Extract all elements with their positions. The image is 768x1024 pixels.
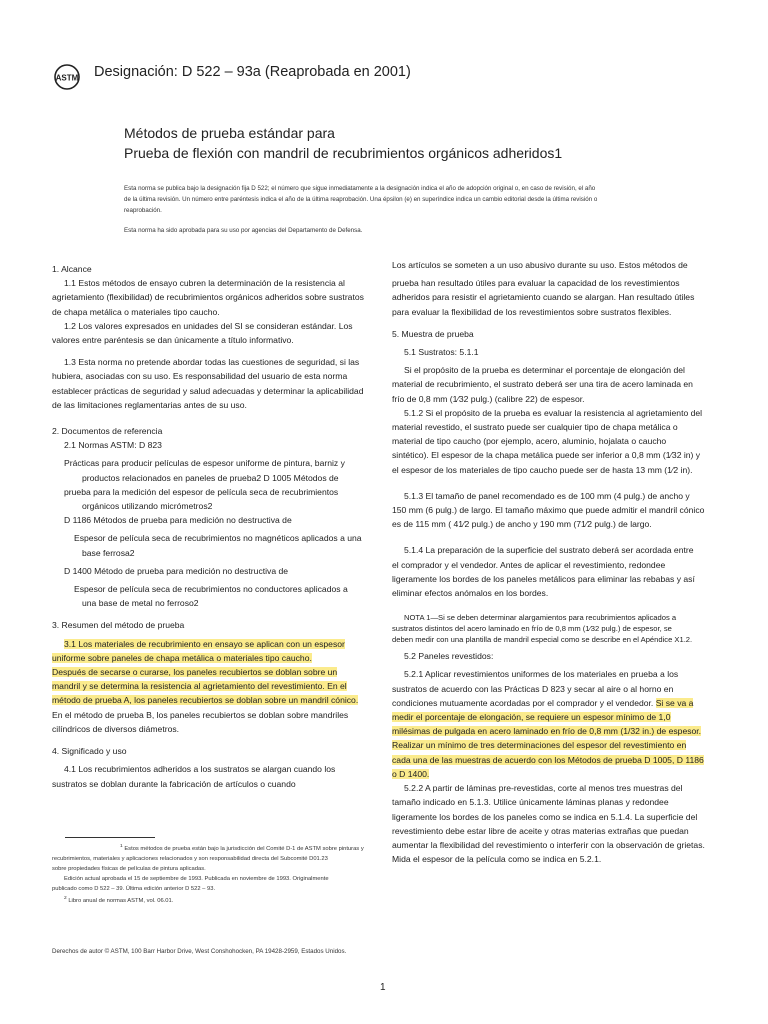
right-column xyxy=(392,258,722,866)
reference-line: D 1400 Método de prueba para medición no destructiva de xyxy=(64,565,289,576)
paragraph-line: hubiera, asociadas con su uso. Es responsabilidad del usuario de esta norma xyxy=(52,371,348,382)
highlighted-text: Después de secarse o curarse, los paneles recubiertos se doblan sobre un xyxy=(52,667,338,678)
footnote-line: sobre propiedades físicas de películas de pintura aplicadas. xyxy=(52,865,206,872)
paragraph-line: material revestido, el sustrato puede ser cualquier tipo de chapa metálica o xyxy=(392,422,678,433)
footnote-line: Estos métodos de prueba están bajo la jurisdicción del Comité D-1 de ASTM sobre pinturas y xyxy=(124,845,364,852)
reference-line: prueba para la medición del espesor de película seca de recubrimientos xyxy=(64,486,339,497)
paragraph-line: 1.2 Los valores expresados en unidades del SI se consideran estándar. Los xyxy=(64,320,353,331)
designation: Designación: D 522 – 93a (Reaprobada en 2001) xyxy=(94,64,411,80)
footnote-line: publicado como D 522 – 39. Última edición anterior D 522 – 93. xyxy=(52,885,216,892)
astm-logo xyxy=(53,62,81,92)
paragraph-line: valores entre paréntesis se dan únicamente a título informativo. xyxy=(52,335,294,346)
paragraph-line: es de 115 mm ( 41⁄2 pulg.) de ancho y 190 mm (71⁄2 pulg.) de largo. xyxy=(392,519,652,530)
paragraph-line: ligeramente los bordes de los paneles metálicos para eliminar las rebabas y así xyxy=(392,573,695,584)
paragraph-line: sustratos de acuerdo con las Prácticas D 823 y secar al aire o al horno en xyxy=(392,683,674,694)
paragraph-line: 1.3 Esta norma no pretende abordar todas las cuestiones de seguridad, si las xyxy=(64,357,360,368)
paragraph-line: revestimiento debe estar libre de aceite y otras materias extrañas que puedan xyxy=(392,825,689,836)
footnotes xyxy=(52,842,382,906)
paragraph-line: 5.1 Sustratos: 5.1.1 xyxy=(404,347,479,358)
reference-line: una base de metal no ferroso2 xyxy=(82,598,199,609)
paragraph-line: condiciones mutuamente acordadas por el comprador y el vendedor. xyxy=(392,697,656,708)
paragraph-line: 5.2.1 Aplicar revestimientos uniformes de los materiales en prueba a los xyxy=(404,669,679,680)
footnote-line: Libro anual de normas ASTM, vol. 06.01. xyxy=(68,897,174,904)
paragraph-line: tamaño indicado en 5.1.3. Utilice únicamente láminas planas y redondee xyxy=(392,797,669,808)
paragraph-line: material de recubrimiento, el sustrato deberá ser una tira de acero laminada en xyxy=(392,379,693,390)
section-heading: 2. Documentos de referencia xyxy=(52,426,163,437)
paragraph-line: frío de 0,8 mm (1⁄32 pulg.) (calibre 22) de espesor. xyxy=(392,393,585,404)
paragraph-line: material de tipo caucho (por ejemplo, acero, aluminio, hojalata o caucho xyxy=(392,436,667,447)
section-heading: 5. Muestra de prueba xyxy=(392,328,474,339)
reference-line: Espesor de película seca de recubrimientos no magnéticos aplicados a una xyxy=(74,533,362,544)
highlighted-text: Si se va a xyxy=(655,697,694,708)
paragraph-line: 5.1.2 Si el propósito de la prueba es evaluar la resistencia al agrietamiento del xyxy=(404,407,703,418)
highlighted-text: o D 1400. xyxy=(392,768,430,779)
note-line: NOTA 1—Si se deben determinar alargamientos para recubrimientos aplicados a xyxy=(404,613,677,623)
highlighted-text: mandril y se determina la resistencia al agrietamiento del revestimiento. En el xyxy=(52,681,347,692)
note-line: sustratos distintos del acero laminado en frío de 0,8 mm (1⁄32 pulg.) de espesor, se xyxy=(392,624,672,634)
footnote-marker: 1 xyxy=(120,844,123,849)
approval-note: Esta norma ha sido aprobada para su uso por agencias del Departamento de Defensa. xyxy=(124,227,363,234)
paragraph-line: 5.1.3 El tamaño de panel recomendado es de 100 mm (4 pulg.) de ancho y xyxy=(404,490,690,501)
title-line-1: Métodos de prueba estándar para xyxy=(124,125,335,141)
highlighted-text: Realizar un mínimo de tres determinaciones del espesor del revestimiento en xyxy=(392,740,687,751)
paragraph-line: eliminar efectos anómalos en los bordes. xyxy=(392,588,549,599)
reference-line: orgánicos utilizando micrómetros2 xyxy=(82,501,213,512)
footnote-marker: 2 xyxy=(64,895,67,901)
highlighted-text: medir el porcentaje de elongación, se requiere un espesor mínimo de 1,0 xyxy=(392,712,671,723)
paragraph-line: prueba han resultado útiles para evaluar la capacidad de los revestimientos xyxy=(392,278,680,289)
section-heading: 4. Significado y uso xyxy=(52,746,127,757)
note-1 xyxy=(392,612,722,645)
paragraph-line: aumentar la flexibilidad del revestimiento o interferir con la observación de grietas. xyxy=(392,839,705,850)
paragraph-line: agrietamiento (flexibilidad) de recubrimientos orgánicos adheridos sobre sustratos xyxy=(52,292,364,303)
footnote-line: Edición actual aprobada el 15 de septiembre de 1993. Publicada en noviembre de 1993. Originalmente xyxy=(64,875,329,882)
highlighted-text: cada una de las muestras de acuerdo con los Métodos de prueba D 1005, D 1186 xyxy=(392,754,704,765)
highlighted-text: milésimas de pulgada en acero laminado en frío de 0,8 mm (1/32 in.) de espesor. xyxy=(392,726,702,737)
reference-line: Prácticas para producir películas de espesor uniforme de pintura, barniz y xyxy=(64,458,345,469)
reference-line: D 1186 Métodos de prueba para medición no destructiva de xyxy=(64,515,292,526)
paragraph-line: de chapa metálica o materiales tipo caucho. xyxy=(52,306,220,317)
highlighted-text: uniforme sobre paneles de chapa metálica o materiales tipo caucho. xyxy=(52,652,312,663)
title-line-2: Prueba de flexión con mandril de recubrimientos orgánicos adheridos1 xyxy=(124,145,563,161)
paragraph-line: 1.1 Estos métodos de ensayo cubren la determinación de la resistencia al xyxy=(64,278,345,289)
section-heading: 3. Resumen del método de prueba xyxy=(52,620,185,631)
paragraph-line: adheridos para resistir el agrietamiento cuando se alargan. Han resultado útiles xyxy=(392,292,695,303)
paragraph-line: ligeramente los bordes de los paneles como se indica en 5.1.4. La superficie del xyxy=(392,811,698,822)
paragraph-line: Los artículos se someten a un uso abusivo durante su uso. Estos métodos de xyxy=(392,260,688,270)
note-line: deben medir con una plantilla de mandril especial como se describe en el Apéndice X1.2. xyxy=(392,635,693,645)
footnote-line: recubrimientos, materiales y aplicaciones relacionados y son responsabilidad directa del Subcomité D01.23 xyxy=(52,855,328,862)
paragraph-line: Mida el espesor de la película como se indica en 5.2.1. xyxy=(392,854,602,865)
paragraph-line: 5.2.2 A partir de láminas pre-revestidas, corte al menos tres muestras del xyxy=(404,783,683,794)
paragraph-line: En el método de prueba B, los paneles recubiertos se doblan sobre mandriles xyxy=(52,709,349,720)
section-heading: 1. Alcance xyxy=(52,264,92,274)
paragraph-line: 4.1 Los recubrimientos adheridos a los sustratos se alargan cuando los xyxy=(64,764,336,775)
highlighted-text: 3.1 Los materiales de recubrimiento en ensayo se aplican con un espesor xyxy=(64,638,345,649)
note-line: reaprobación. xyxy=(124,207,162,214)
logo-text: ASTM xyxy=(55,73,79,83)
note-line: Esta norma se publica bajo la designación fija D 522; el número que sigue inmediatamente a la designación indica el año de adopción original o, en caso de revisión, el año xyxy=(124,185,596,192)
left-column xyxy=(52,262,377,791)
reference-line: Espesor de película seca de recubrimientos no conductores aplicados a xyxy=(74,584,348,595)
footnote-divider xyxy=(65,837,155,838)
paragraph-line: 5.1.4 La preparación de la superficie del sustrato deberá ser acordada entre xyxy=(404,545,694,556)
paragraph-line: cilíndricos de diversos diámetros. xyxy=(52,723,180,734)
paragraph-line: el espesor de los materiales de tipo caucho puede ser de hasta 13 mm (1⁄2 in). xyxy=(392,464,693,475)
section-heading: 5.2 Paneles revestidos: xyxy=(404,651,494,662)
paragraph-line: sintético). El espesor de la chapa metálica puede ser inferior a 0,8 mm (1⁄32 in) y xyxy=(392,450,701,461)
paragraph-line: establecer prácticas de seguridad y salud adecuadas y determinar la aplicabilidad xyxy=(52,385,364,396)
paragraph-line: sustratos se doblan durante la fabricación de artículos o cuando xyxy=(52,778,296,789)
paragraph-line: 2.1 Normas ASTM: D 823 xyxy=(64,440,162,451)
highlighted-text: método de prueba A, los paneles recubiertos se doblan sobre un mandril cónico. xyxy=(52,695,359,706)
note-line: de la última revisión. Un número entre paréntesis indica el año de la última reaprobación. Una épsilon (e) en superíndice indica un cambio editorial desde la última revisión o xyxy=(124,196,598,203)
paragraph-line: Si el propósito de la prueba es determinar el porcentaje de elongación del xyxy=(404,365,685,376)
page-number: 1 xyxy=(380,982,386,993)
paragraph-line: para evaluar la flexibilidad de los revestimientos sobre sustratos flexibles. xyxy=(392,306,672,317)
paragraph-line: de las limitaciones reglamentarias antes de su uso. xyxy=(52,399,247,410)
copyright: Derechos de autor © ASTM, 100 Barr Harbor Drive, West Conshohocken, PA 19428-2959, Estados Unidos. xyxy=(52,948,347,955)
standard-notes xyxy=(124,183,654,216)
paragraph-line: el comprador y el vendedor. Antes de aplicar el revestimiento, redondee xyxy=(392,559,666,570)
reference-line: productos relacionados en paneles de prueba2 D 1005 Métodos de xyxy=(82,472,339,483)
reference-line: base ferrosa2 xyxy=(82,547,135,558)
paragraph-line: 150 mm (6 pulg.) de largo. El tamaño máximo que puede admitir el mandril cónico xyxy=(392,505,705,516)
